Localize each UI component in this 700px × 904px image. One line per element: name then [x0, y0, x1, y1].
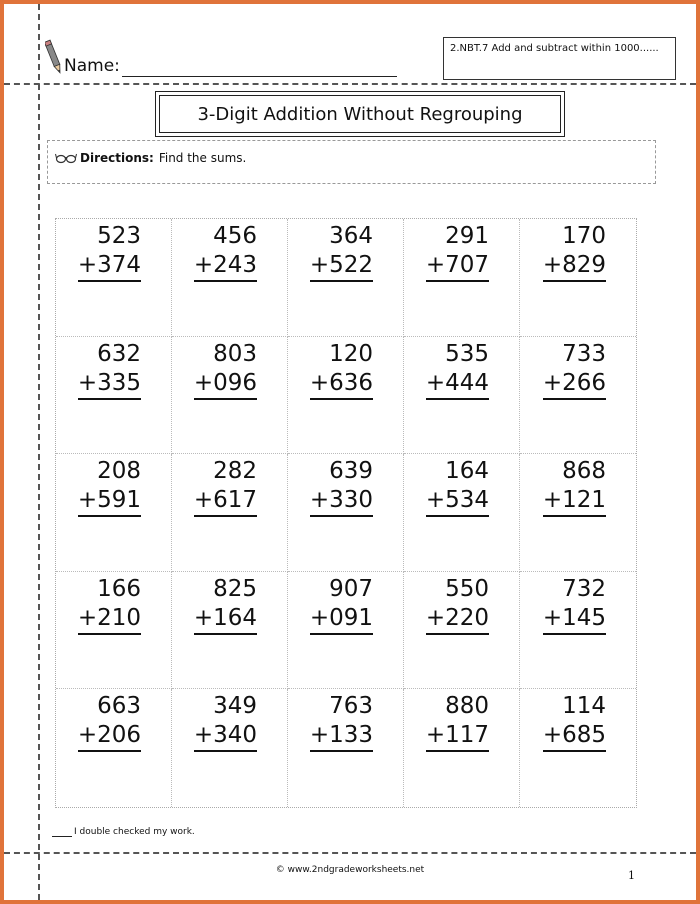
addition-problem	[426, 222, 489, 282]
addition-problem	[78, 340, 141, 400]
check-text: I double checked my work.	[74, 827, 195, 837]
second-addend: +685	[543, 721, 606, 752]
problem-cell	[404, 454, 520, 572]
second-addend: +522	[310, 251, 373, 282]
standard-box	[443, 37, 676, 80]
problem-cell	[404, 572, 520, 690]
second-addend: +133	[310, 721, 373, 752]
problem-cell	[172, 219, 288, 337]
problem-cell	[404, 689, 520, 807]
addition-problem	[543, 457, 606, 517]
second-addend: +335	[78, 369, 141, 400]
first-addend: 291	[445, 223, 489, 249]
problem-cell	[520, 689, 636, 807]
cut-line-left	[38, 4, 40, 900]
first-addend: 166	[97, 575, 141, 602]
problem-cell	[520, 454, 636, 572]
first-addend: 550	[445, 575, 489, 602]
addition-problem	[543, 692, 606, 752]
addition-problem	[310, 692, 373, 752]
page-title: 3-Digit Addition Without Regrouping	[159, 95, 561, 133]
addition-problem	[78, 692, 141, 752]
first-addend: 639	[329, 458, 373, 485]
directions-label: Directions:	[80, 151, 154, 165]
problem-cell	[56, 219, 172, 337]
second-addend: +266	[543, 369, 606, 400]
problem-cell	[404, 219, 520, 337]
first-addend: 632	[97, 340, 141, 367]
first-addend: 114	[562, 693, 606, 720]
addition-problem	[426, 692, 489, 752]
second-addend: +096	[194, 369, 257, 400]
first-addend: 164	[445, 458, 489, 485]
first-addend: 732	[562, 575, 606, 602]
addition-problem	[78, 457, 141, 517]
directions-text: Find the sums.	[158, 151, 247, 165]
second-addend: +330	[310, 486, 373, 517]
problem-cell	[172, 454, 288, 572]
cut-line-top	[4, 83, 696, 85]
problem-cell	[56, 337, 172, 455]
first-addend: 170	[562, 223, 606, 249]
second-addend: +829	[543, 251, 606, 282]
addition-problem	[543, 575, 606, 635]
addition-problem	[310, 457, 373, 517]
problem-cell	[404, 337, 520, 455]
problem-grid	[55, 218, 637, 808]
first-addend: 868	[562, 458, 606, 485]
second-addend: +121	[543, 486, 606, 517]
second-addend: +243	[194, 251, 257, 282]
first-addend: 663	[97, 693, 141, 720]
second-addend: +210	[78, 604, 141, 635]
website-credit: © www.2ndgradeworksheets.net	[275, 865, 425, 875]
second-addend: +206	[78, 721, 141, 752]
page-number: 1	[628, 869, 635, 882]
problem-cell	[520, 337, 636, 455]
addition-problem	[194, 457, 257, 517]
addition-problem	[310, 222, 373, 282]
second-addend: +636	[310, 369, 373, 400]
directions-box	[47, 140, 656, 184]
addition-problem	[194, 340, 257, 400]
addition-problem	[543, 340, 606, 400]
second-addend: +145	[543, 604, 606, 635]
addition-problem	[310, 340, 373, 400]
addition-problem	[426, 457, 489, 517]
first-addend: 907	[329, 575, 373, 602]
second-addend: +340	[194, 721, 257, 752]
title-box	[155, 91, 565, 137]
glasses-icon	[55, 152, 77, 164]
first-addend: 880	[445, 693, 489, 720]
first-addend: 803	[213, 340, 257, 367]
second-addend: +164	[194, 604, 257, 635]
first-addend: 282	[213, 458, 257, 485]
problem-cell	[172, 689, 288, 807]
check-statement	[52, 827, 195, 837]
problem-cell	[56, 572, 172, 690]
second-addend: +591	[78, 486, 141, 517]
problem-cell	[520, 572, 636, 690]
addition-problem	[194, 575, 257, 635]
addition-problem	[194, 222, 257, 282]
second-addend: +707	[426, 251, 489, 282]
second-addend: +534	[426, 486, 489, 517]
addition-problem	[426, 340, 489, 400]
problem-cell	[288, 689, 404, 807]
problem-cell	[288, 454, 404, 572]
second-addend: +444	[426, 369, 489, 400]
addition-problem	[78, 222, 141, 282]
pencil-icon	[45, 38, 63, 78]
problem-cell	[520, 219, 636, 337]
check-blank[interactable]	[52, 828, 72, 837]
first-addend: 733	[562, 340, 606, 367]
second-addend: +617	[194, 486, 257, 517]
name-line[interactable]	[122, 60, 397, 77]
first-addend: 763	[329, 693, 373, 720]
first-addend: 535	[445, 340, 489, 367]
problem-cell	[172, 337, 288, 455]
addition-problem	[310, 575, 373, 635]
first-addend: 349	[213, 693, 257, 720]
first-addend: 456	[213, 223, 257, 249]
cut-line-bottom	[4, 852, 696, 854]
first-addend: 120	[329, 340, 373, 367]
name-field[interactable]	[64, 55, 397, 77]
first-addend: 208	[97, 458, 141, 485]
problem-cell	[288, 219, 404, 337]
problem-cell	[56, 689, 172, 807]
problem-cell	[288, 337, 404, 455]
second-addend: +220	[426, 604, 489, 635]
first-addend: 364	[329, 223, 373, 249]
addition-problem	[194, 692, 257, 752]
second-addend: +374	[78, 251, 141, 282]
second-addend: +117	[426, 721, 489, 752]
name-label: Name:	[64, 56, 120, 76]
standard-text: 2.NBT.7 Add and subtract within 1000......	[450, 43, 659, 54]
first-addend: 825	[213, 575, 257, 602]
worksheet-page	[4, 4, 696, 900]
first-addend: 523	[97, 223, 141, 249]
addition-problem	[78, 575, 141, 635]
addition-problem	[426, 575, 489, 635]
second-addend: +091	[310, 604, 373, 635]
addition-problem	[543, 222, 606, 282]
problem-cell	[56, 454, 172, 572]
problem-cell	[172, 572, 288, 690]
problem-cell	[288, 572, 404, 690]
